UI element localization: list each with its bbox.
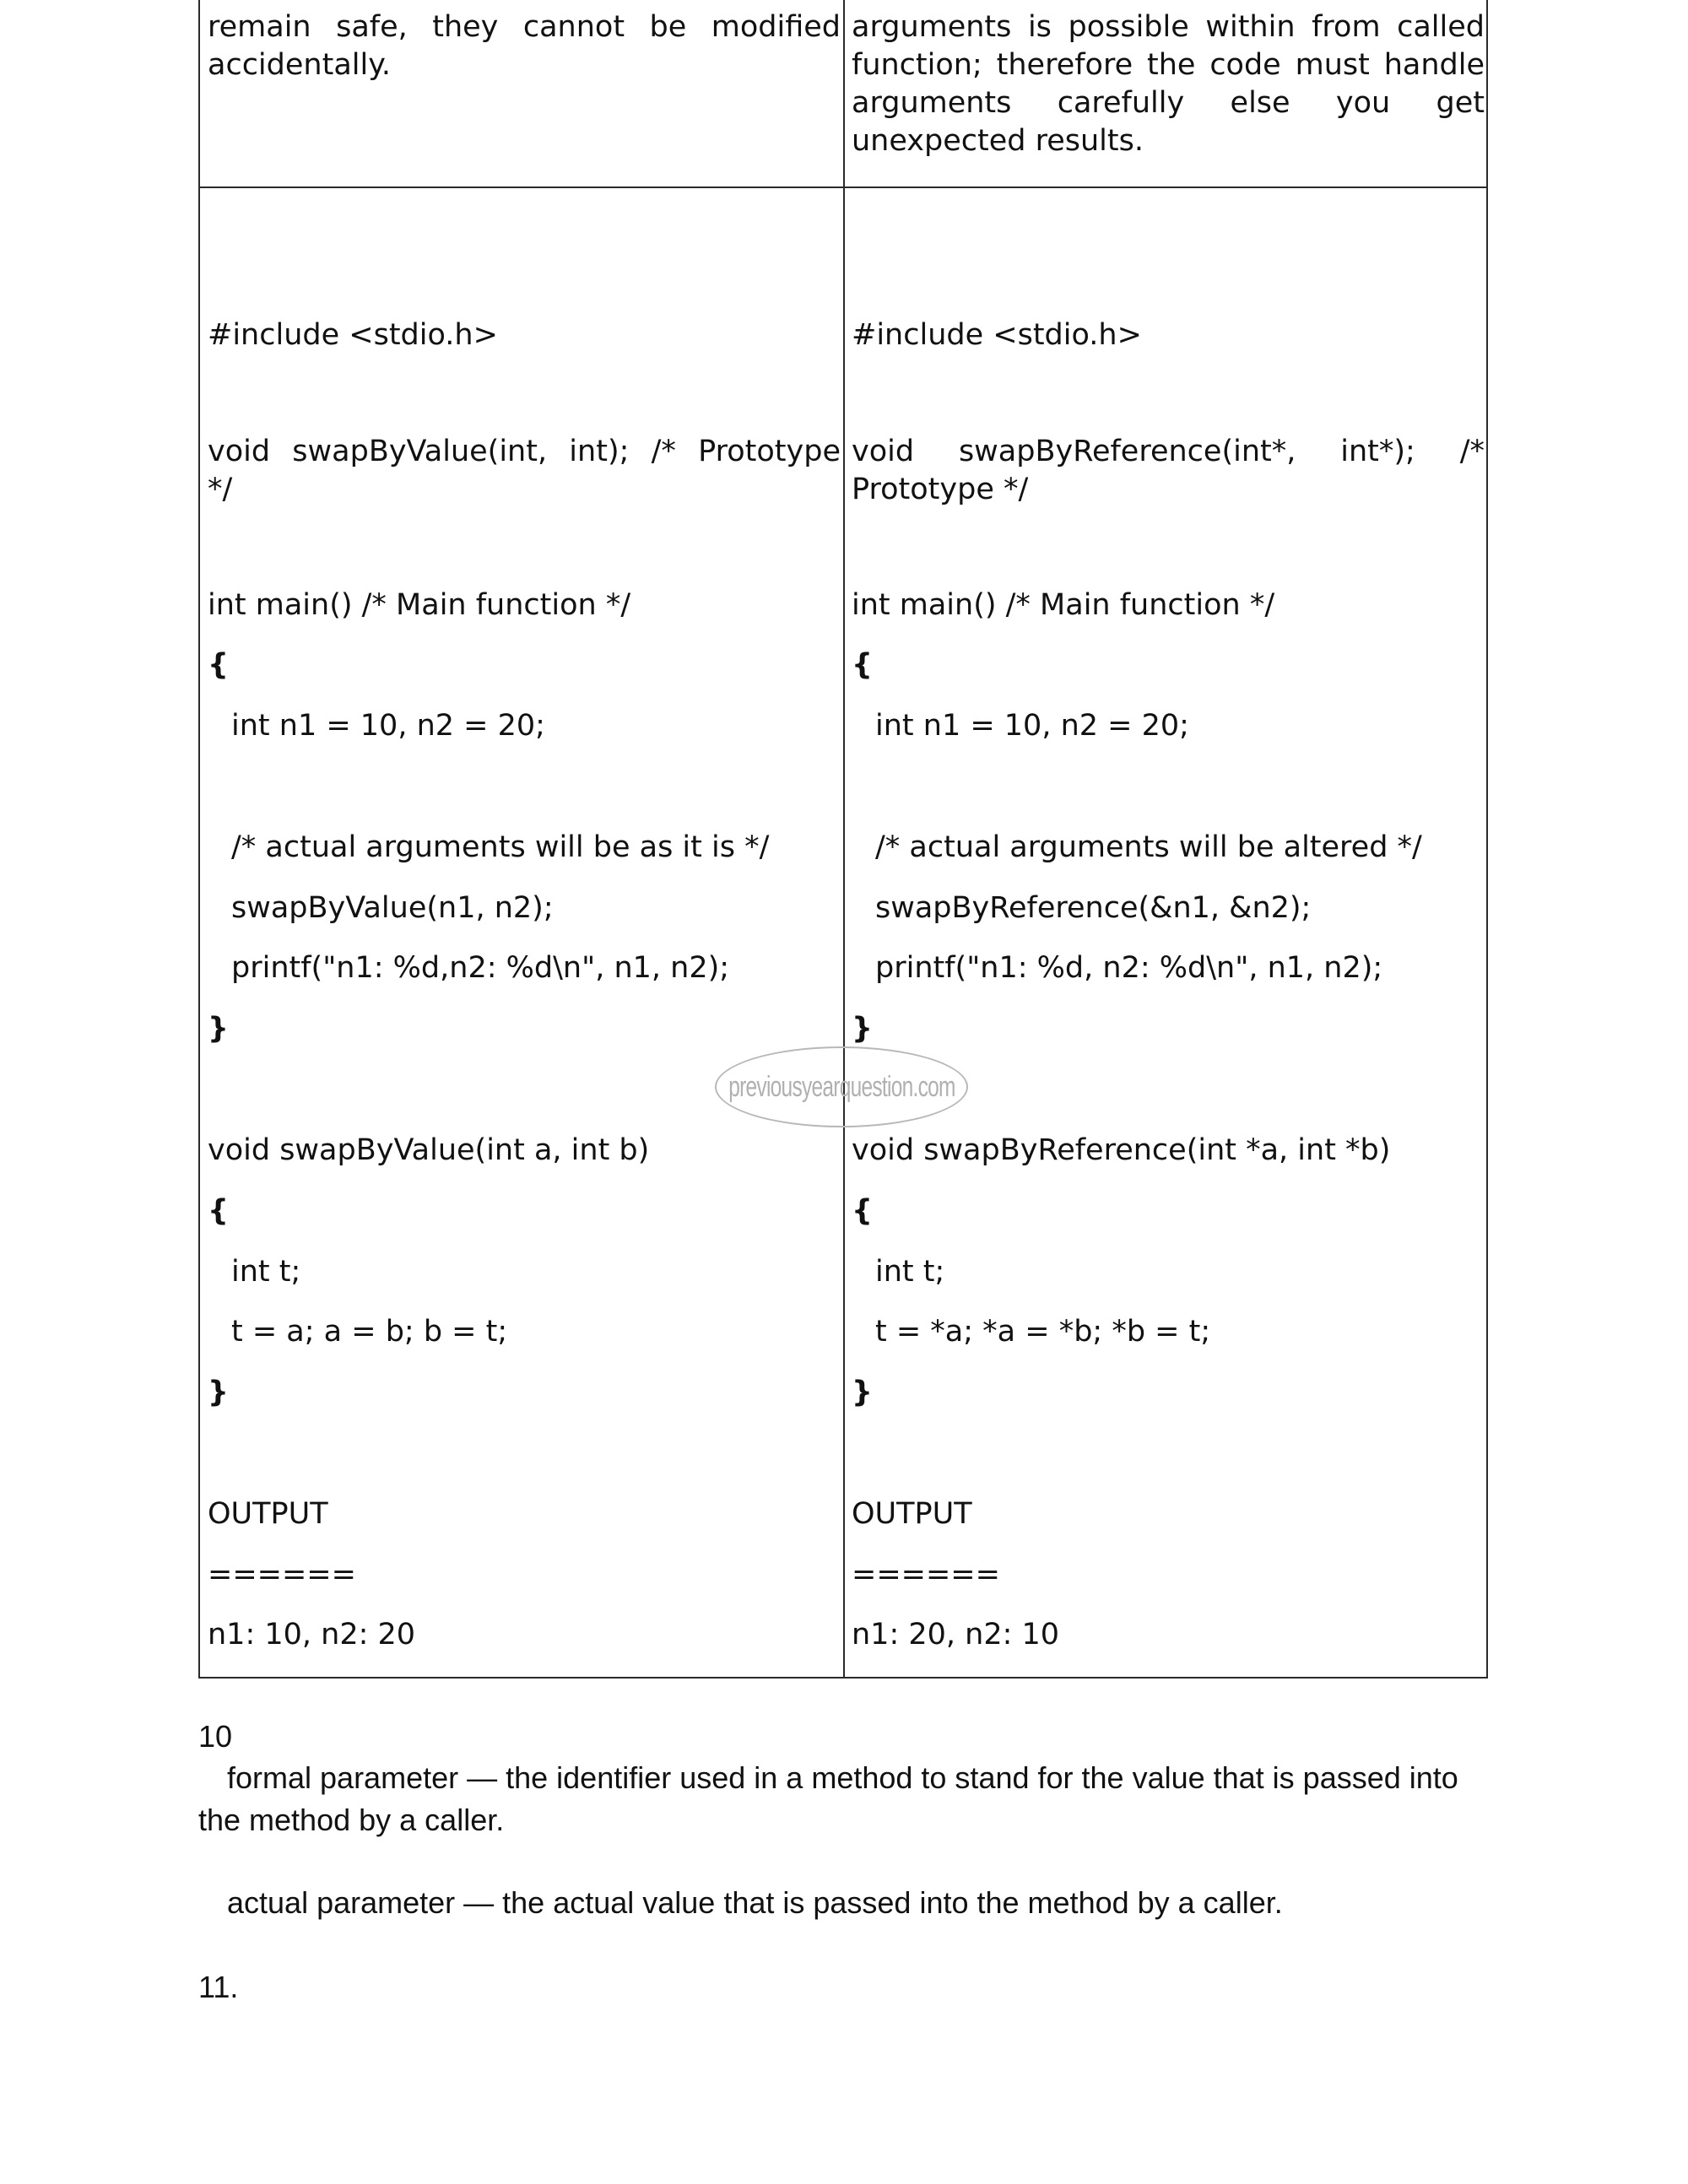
watermark-text: previousyearquestion.com [728, 1070, 955, 1103]
code-prototype: void swapByValue(int, int); /* Prototype [208, 435, 841, 468]
formal-parameter-definition: formal parameter — the identifier used in a method to stand for the value that is passed into the method by a caller. [198, 1760, 1458, 1837]
code-prototype: void swapByReference(int*, int*); /* [852, 435, 1485, 468]
code-declaration: int n1 = 10, n2 = 20; [875, 709, 1189, 743]
output-value: n1: 20, n2: 10 [852, 1618, 1060, 1652]
call-by-value-description: remain safe, they cannot be modified accidentally. [208, 10, 841, 82]
output-rule: ====== [208, 1558, 356, 1592]
code-function-body: t = *a; *a = *b; *b = t; [875, 1315, 1211, 1349]
code-declaration: int n1 = 10, n2 = 20; [231, 709, 545, 743]
code-close-brace: } [208, 1012, 229, 1046]
code-function-open-brace: { [208, 1194, 229, 1228]
code-function-declaration: int t; [875, 1255, 945, 1289]
code-comment: /* actual arguments will be as it is */ [231, 830, 770, 864]
code-function-close-brace: } [208, 1376, 229, 1409]
column-divider [843, 0, 845, 1677]
code-function-open-brace: { [852, 1194, 873, 1228]
code-call: swapByReference(&n1, &n2); [875, 891, 1312, 925]
code-prototype-end: */ [208, 473, 233, 506]
output-rule: ====== [852, 1558, 1000, 1592]
code-main-signature: int main() /* Main function */ [852, 588, 1275, 622]
code-function-signature: void swapByValue(int a, int b) [208, 1133, 650, 1167]
comparison-table [198, 0, 1488, 1679]
code-printf: printf("n1: %d,n2: %d\n", n1, n2); [231, 951, 730, 985]
code-main-signature: int main() /* Main function */ [208, 588, 631, 622]
code-function-body: t = a; a = b; b = t; [231, 1315, 508, 1349]
code-function-declaration: int t; [231, 1255, 301, 1289]
actual-parameter-definition: actual parameter — the actual value that is passed into the method by a caller. [227, 1885, 1283, 1920]
output-value: n1: 10, n2: 20 [208, 1618, 416, 1652]
code-close-brace: } [852, 1012, 873, 1046]
code-prototype-end: Prototype */ [852, 473, 1029, 506]
question-number-11: 11. [198, 1970, 239, 2004]
watermark-logo [715, 1046, 968, 1127]
code-printf: printf("n1: %d, n2: %d\n", n1, n2); [875, 951, 1383, 985]
output-label: OUTPUT [852, 1497, 972, 1531]
call-by-reference-description: arguments is possible within from called function; therefore the code must handle arguments carefully else you get unexpected results. [852, 10, 1485, 158]
code-comment: /* actual arguments will be altered */ [875, 830, 1422, 864]
code-function-signature: void swapByReference(int *a, int *b) [852, 1133, 1391, 1167]
code-call: swapByValue(n1, n2); [231, 891, 554, 925]
code-open-brace: { [852, 648, 873, 682]
question-number-10: 10 [198, 1719, 233, 1754]
code-function-close-brace: } [852, 1376, 873, 1409]
code-include: #include <stdio.h> [852, 318, 1142, 352]
code-include: #include <stdio.h> [208, 318, 498, 352]
call-by-value-code [208, 0, 841, 1677]
output-label: OUTPUT [208, 1497, 328, 1531]
code-open-brace: { [208, 648, 229, 682]
call-by-reference-code [852, 0, 1485, 1677]
